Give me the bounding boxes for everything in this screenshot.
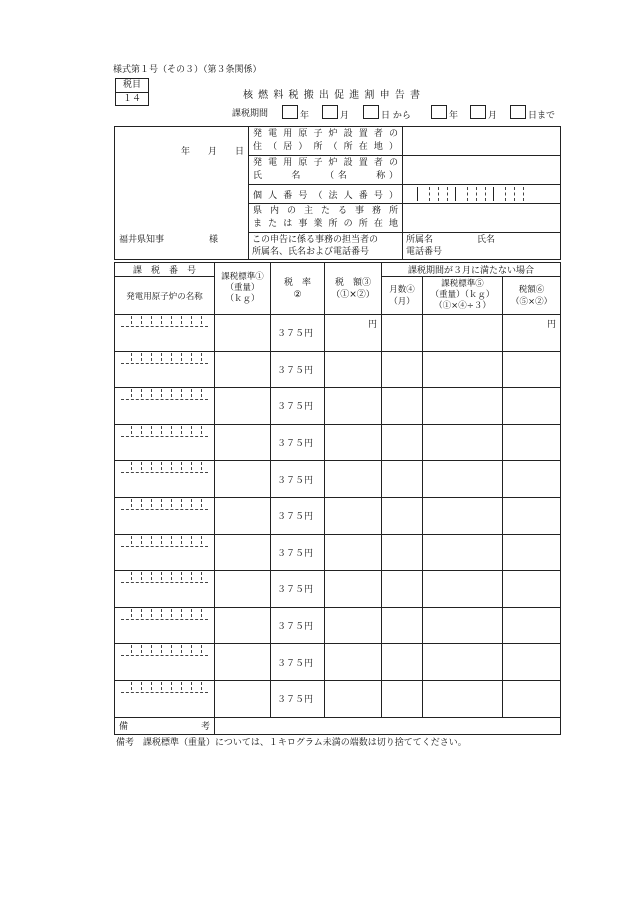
footnote: 備考 課税標準（重量）については、１キログラム未満の端数は切り捨ててください。 (116, 738, 467, 748)
remarks-label: 備 考 (115, 717, 215, 734)
tax-rate-cell: ３７５円 (271, 388, 325, 425)
personal-number-field[interactable] (403, 185, 561, 204)
tax6-field[interactable] (503, 607, 561, 644)
tax-amount-field[interactable] (325, 388, 382, 425)
standard-weight-field[interactable] (215, 315, 271, 352)
period-year2-label: 年 (449, 111, 459, 121)
tax6-field[interactable]: 円 (503, 315, 561, 352)
tax-number-field[interactable] (115, 351, 215, 388)
months-field[interactable] (382, 534, 423, 571)
tax-item-box (115, 78, 149, 106)
col-reactor-name-header: 発電用原子炉の名称 (115, 277, 215, 315)
standard5-field[interactable] (423, 351, 503, 388)
dept-label: 所属名 (406, 235, 434, 245)
table-row (115, 607, 561, 644)
tax-number-field[interactable] (115, 315, 215, 352)
standard-weight-field[interactable] (215, 607, 271, 644)
months-field[interactable] (382, 388, 423, 425)
standard5-field[interactable] (423, 607, 503, 644)
tax6-field[interactable] (503, 497, 561, 534)
period-month-label: 月 (340, 111, 350, 121)
col-standard-header: 課税標準① （重量） （ｋｇ） (215, 263, 271, 315)
tax-rate-cell: ３７５円 (271, 351, 325, 388)
standard-weight-field[interactable] (215, 680, 271, 717)
date-addressee-cell (115, 127, 249, 260)
tax-number-field[interactable] (115, 571, 215, 608)
months-field[interactable] (382, 351, 423, 388)
col-tax6-header: 税額⑥ （⑤×②） (503, 277, 561, 315)
period-month-to-input[interactable] (470, 105, 486, 119)
months-field[interactable] (382, 315, 423, 352)
standard5-field[interactable] (423, 388, 503, 425)
tax-rate-cell: ３７５円 (271, 680, 325, 717)
form-title: 核 燃 料 税 搬 出 促 進 割 申 告 書 (243, 90, 421, 101)
name-label: 発電用原子炉設置者の 氏 名 （名 称） (249, 156, 403, 185)
col-rate-header: 税 率 ② (271, 263, 325, 315)
tax6-field[interactable] (503, 351, 561, 388)
standard-weight-field[interactable] (215, 644, 271, 681)
short-period-header: 課税期間が３月に満たない場合 (382, 263, 561, 277)
tax6-field[interactable] (503, 424, 561, 461)
standard-weight-field[interactable] (215, 497, 271, 534)
period-year-label: 年 (300, 111, 310, 121)
tax-number-field[interactable] (115, 461, 215, 498)
table-row (115, 315, 561, 352)
standard5-field[interactable] (423, 461, 503, 498)
tax-amount-field[interactable] (325, 644, 382, 681)
period-year-from-input[interactable] (282, 105, 298, 119)
table-row (115, 571, 561, 608)
tax-number-field[interactable] (115, 680, 215, 717)
tax-rate-cell: ３７５円 (271, 461, 325, 498)
period-to-label: 日まで (528, 111, 556, 121)
tax6-field[interactable] (503, 461, 561, 498)
tax-amount-field[interactable] (325, 680, 382, 717)
tax-rate-cell: ３７５円 (271, 315, 325, 352)
address-label: 発電用原子炉設置者の 住（居）所（所在地） (249, 127, 403, 156)
standard-weight-field[interactable] (215, 534, 271, 571)
months-field[interactable] (382, 571, 423, 608)
tax6-field[interactable] (503, 388, 561, 425)
table-row (115, 534, 561, 571)
tax-number-field[interactable] (115, 388, 215, 425)
col-months-header: 月数④ （月） (382, 277, 423, 315)
standard5-field[interactable] (423, 534, 503, 571)
personal-number-label: 個人番号（法人番号） (249, 185, 403, 204)
months-field[interactable] (382, 607, 423, 644)
address-field[interactable] (403, 127, 561, 156)
table-row (115, 388, 561, 425)
col-amount-header: 税 額③ （①×②） (325, 263, 382, 315)
form-number: 様式第１号（その３）（第３条関係） (113, 65, 262, 75)
contact-field[interactable] (403, 233, 561, 260)
table-row (115, 351, 561, 388)
tax-rate-cell: ３７５円 (271, 497, 325, 534)
name-field[interactable] (403, 156, 561, 185)
tax-amount-field[interactable]: 円 (325, 315, 382, 352)
office-label: 県内の主たる事務所 または事業所の所在地 (249, 204, 403, 233)
period-month2-label: 月 (488, 111, 498, 121)
tax-number-field[interactable] (115, 424, 215, 461)
tax-number-field[interactable] (115, 607, 215, 644)
period-month-from-input[interactable] (322, 105, 338, 119)
tax-rate-cell: ３７５円 (271, 644, 325, 681)
tax-item-label: 税目 (116, 79, 148, 93)
tax-number-field[interactable] (115, 497, 215, 534)
tax-amount-field[interactable] (325, 461, 382, 498)
tax-rate-cell: ３７５円 (271, 571, 325, 608)
standard5-field[interactable] (423, 571, 503, 608)
standard-weight-field[interactable] (215, 461, 271, 498)
standard5-field[interactable] (423, 644, 503, 681)
tax-item-value: １４ (122, 94, 141, 104)
period-day-from-input[interactable] (363, 105, 379, 119)
table-row (115, 424, 561, 461)
standard-weight-field[interactable] (215, 571, 271, 608)
tax-number-field[interactable] (115, 534, 215, 571)
col-standard5-header: 課税標準⑤ （重量）（ｋｇ） （①×④÷３） (423, 277, 503, 315)
col-tax-no-header: 課 税 番 号 (115, 263, 215, 277)
standard-weight-field[interactable] (215, 351, 271, 388)
period-label: 課税期間 (232, 109, 269, 119)
filing-date: 年 月 日 (180, 147, 244, 157)
table-row (115, 644, 561, 681)
remarks-field[interactable] (215, 717, 561, 734)
tax6-field[interactable] (503, 644, 561, 681)
standard5-field[interactable] (423, 497, 503, 534)
period-from-label: 日 から (381, 111, 411, 121)
tax-amount-field[interactable] (325, 497, 382, 534)
tax6-field[interactable] (503, 534, 561, 571)
period-year-to-input[interactable] (431, 105, 447, 119)
months-field[interactable] (382, 497, 423, 534)
tax-number-field[interactable] (115, 644, 215, 681)
months-field[interactable] (382, 461, 423, 498)
months-field[interactable] (382, 644, 423, 681)
tax6-field[interactable] (503, 571, 561, 608)
declarant-table (114, 126, 561, 260)
table-row (115, 497, 561, 534)
tax-rate-cell: ３７５円 (271, 607, 325, 644)
tax6-field[interactable] (503, 680, 561, 717)
standard5-field[interactable] (423, 315, 503, 352)
tax-rate-cell: ３７５円 (271, 534, 325, 571)
period-day-to-input[interactable] (510, 105, 526, 119)
table-row (115, 680, 561, 717)
phone-label: 電話番号 (406, 247, 443, 257)
contact-label: この申告に係る事務の担当者の 所属名、氏名および電話番号 (249, 233, 403, 260)
months-field[interactable] (382, 680, 423, 717)
tax-amount-field[interactable] (325, 351, 382, 388)
tax-amount-field[interactable] (325, 534, 382, 571)
table-row (115, 461, 561, 498)
person-label: 氏名 (477, 235, 496, 245)
tax-amount-field[interactable] (325, 571, 382, 608)
standard-weight-field[interactable] (215, 424, 271, 461)
months-field[interactable] (382, 424, 423, 461)
tax-amount-field[interactable] (325, 607, 382, 644)
tax-rate-cell: ３７５円 (271, 424, 325, 461)
standard-weight-field[interactable] (215, 388, 271, 425)
tax-table (114, 262, 561, 735)
tax-amount-field[interactable] (325, 424, 382, 461)
standard5-field[interactable] (423, 680, 503, 717)
office-field[interactable] (403, 204, 561, 233)
standard5-field[interactable] (423, 424, 503, 461)
addressee: 福井県知事 様 (119, 235, 219, 245)
